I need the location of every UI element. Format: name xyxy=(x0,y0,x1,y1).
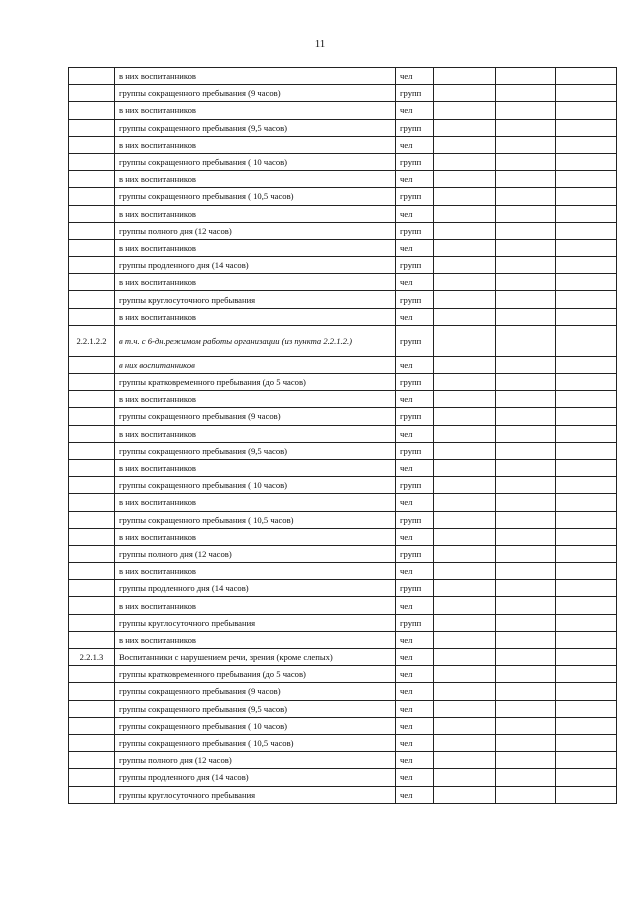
row-unit: чел xyxy=(396,717,434,734)
row-code xyxy=(69,580,115,597)
row-unit: групп xyxy=(396,257,434,274)
row-code xyxy=(69,597,115,614)
value-cell-3 xyxy=(556,752,617,769)
value-cell-2 xyxy=(496,325,556,356)
value-cell-1 xyxy=(434,85,496,102)
table-row xyxy=(69,700,617,717)
row-code xyxy=(69,528,115,545)
row-name: группы продленного дня (14 часов) xyxy=(115,769,396,786)
row-unit: чел xyxy=(396,459,434,476)
table-row xyxy=(69,102,617,119)
value-cell-3 xyxy=(556,257,617,274)
row-code xyxy=(69,291,115,308)
row-unit: чел xyxy=(396,308,434,325)
row-code xyxy=(69,119,115,136)
table-row xyxy=(69,222,617,239)
value-cell-3 xyxy=(556,408,617,425)
row-name: в них воспитанников xyxy=(115,425,396,442)
table-row xyxy=(69,119,617,136)
row-unit: чел xyxy=(396,528,434,545)
value-cell-2 xyxy=(496,786,556,803)
value-cell-2 xyxy=(496,408,556,425)
value-cell-2 xyxy=(496,374,556,391)
value-cell-1 xyxy=(434,205,496,222)
row-unit: чел xyxy=(396,239,434,256)
table-row xyxy=(69,257,617,274)
row-name: группы круглосуточного пребывания xyxy=(115,614,396,631)
value-cell-1 xyxy=(434,442,496,459)
value-cell-1 xyxy=(434,786,496,803)
row-code xyxy=(69,459,115,476)
row-unit: чел xyxy=(396,631,434,648)
value-cell-1 xyxy=(434,563,496,580)
value-cell-3 xyxy=(556,374,617,391)
table-row xyxy=(69,239,617,256)
row-code: 2.2.1.2.2 xyxy=(69,325,115,356)
value-cell-3 xyxy=(556,222,617,239)
row-name: группы сокращенного пребывания (9,5 часов) xyxy=(115,119,396,136)
value-cell-3 xyxy=(556,308,617,325)
table-row xyxy=(69,153,617,170)
row-name: группы сокращенного пребывания ( 10 часов) xyxy=(115,153,396,170)
row-name: группы полного дня (12 часов) xyxy=(115,752,396,769)
value-cell-1 xyxy=(434,171,496,188)
row-name: в них воспитанников xyxy=(115,171,396,188)
table-row xyxy=(69,631,617,648)
row-code xyxy=(69,257,115,274)
row-unit: групп xyxy=(396,477,434,494)
row-code xyxy=(69,408,115,425)
value-cell-3 xyxy=(556,631,617,648)
value-cell-3 xyxy=(556,153,617,170)
value-cell-1 xyxy=(434,752,496,769)
row-name: группы сокращенного пребывания ( 10,5 часов) xyxy=(115,511,396,528)
value-cell-2 xyxy=(496,528,556,545)
row-name: в них воспитанников xyxy=(115,563,396,580)
row-unit: групп xyxy=(396,374,434,391)
table-row xyxy=(69,356,617,373)
row-name: в них воспитанников xyxy=(115,459,396,476)
value-cell-3 xyxy=(556,171,617,188)
value-cell-3 xyxy=(556,68,617,85)
row-name: группы сокращенного пребывания (9,5 часов) xyxy=(115,442,396,459)
row-code xyxy=(69,769,115,786)
report-table-body xyxy=(69,68,617,804)
value-cell-3 xyxy=(556,425,617,442)
table-row xyxy=(69,442,617,459)
row-code xyxy=(69,786,115,803)
value-cell-2 xyxy=(496,494,556,511)
table-row xyxy=(69,188,617,205)
row-name: в них воспитанников xyxy=(115,205,396,222)
value-cell-2 xyxy=(496,257,556,274)
table-row xyxy=(69,291,617,308)
value-cell-3 xyxy=(556,494,617,511)
row-code xyxy=(69,631,115,648)
value-cell-3 xyxy=(556,666,617,683)
row-name: группы сокращенного пребывания (9 часов) xyxy=(115,85,396,102)
value-cell-1 xyxy=(434,545,496,562)
table-row xyxy=(69,649,617,666)
row-unit: групп xyxy=(396,442,434,459)
table-row xyxy=(69,769,617,786)
table-row xyxy=(69,614,617,631)
row-name: в них воспитанников xyxy=(115,239,396,256)
value-cell-1 xyxy=(434,528,496,545)
value-cell-1 xyxy=(434,649,496,666)
row-name: в них воспитанников xyxy=(115,528,396,545)
value-cell-1 xyxy=(434,274,496,291)
row-code xyxy=(69,136,115,153)
value-cell-2 xyxy=(496,614,556,631)
row-unit: чел xyxy=(396,68,434,85)
value-cell-2 xyxy=(496,153,556,170)
value-cell-2 xyxy=(496,291,556,308)
table-row xyxy=(69,734,617,751)
row-unit: групп xyxy=(396,580,434,597)
table-row xyxy=(69,494,617,511)
row-name: в них воспитанников xyxy=(115,391,396,408)
value-cell-1 xyxy=(434,239,496,256)
row-name: в них воспитанников xyxy=(115,102,396,119)
value-cell-2 xyxy=(496,136,556,153)
value-cell-3 xyxy=(556,391,617,408)
table-row xyxy=(69,580,617,597)
row-code xyxy=(69,734,115,751)
value-cell-2 xyxy=(496,239,556,256)
table-row xyxy=(69,274,617,291)
value-cell-1 xyxy=(434,257,496,274)
row-code xyxy=(69,752,115,769)
row-code xyxy=(69,356,115,373)
report-table xyxy=(68,67,617,804)
value-cell-2 xyxy=(496,717,556,734)
value-cell-2 xyxy=(496,477,556,494)
value-cell-1 xyxy=(434,666,496,683)
value-cell-1 xyxy=(434,222,496,239)
row-unit: чел xyxy=(396,700,434,717)
row-name: группы кратковременного пребывания (до 5 часов) xyxy=(115,374,396,391)
value-cell-1 xyxy=(434,494,496,511)
row-name: группы кратковременного пребывания (до 5 часов) xyxy=(115,666,396,683)
table-row xyxy=(69,459,617,476)
table-row xyxy=(69,68,617,85)
row-unit: чел xyxy=(396,494,434,511)
value-cell-3 xyxy=(556,459,617,476)
value-cell-3 xyxy=(556,614,617,631)
row-code xyxy=(69,442,115,459)
table-row xyxy=(69,325,617,356)
row-unit: чел xyxy=(396,102,434,119)
value-cell-2 xyxy=(496,274,556,291)
value-cell-1 xyxy=(434,477,496,494)
row-unit: групп xyxy=(396,85,434,102)
row-name: группы сокращенного пребывания (9 часов) xyxy=(115,408,396,425)
value-cell-2 xyxy=(496,308,556,325)
row-unit: групп xyxy=(396,511,434,528)
row-code xyxy=(69,205,115,222)
value-cell-2 xyxy=(496,683,556,700)
row-code xyxy=(69,188,115,205)
value-cell-2 xyxy=(496,597,556,614)
row-unit: чел xyxy=(396,136,434,153)
row-unit: чел xyxy=(396,563,434,580)
row-name: группы сокращенного пребывания ( 10,5 часов) xyxy=(115,734,396,751)
row-name: группы сокращенного пребывания (9 часов) xyxy=(115,683,396,700)
row-unit: групп xyxy=(396,119,434,136)
table-row xyxy=(69,545,617,562)
row-name: группы круглосуточного пребывания xyxy=(115,291,396,308)
row-code xyxy=(69,563,115,580)
row-name: в них воспитанников xyxy=(115,631,396,648)
row-unit: чел xyxy=(396,274,434,291)
value-cell-2 xyxy=(496,85,556,102)
table-row xyxy=(69,308,617,325)
value-cell-2 xyxy=(496,631,556,648)
value-cell-1 xyxy=(434,734,496,751)
row-unit: чел xyxy=(396,425,434,442)
row-name: группы полного дня (12 часов) xyxy=(115,222,396,239)
table-row xyxy=(69,205,617,222)
row-unit: групп xyxy=(396,153,434,170)
row-name: группы сокращенного пребывания ( 10,5 часов) xyxy=(115,188,396,205)
table-row xyxy=(69,477,617,494)
value-cell-1 xyxy=(434,511,496,528)
value-cell-3 xyxy=(556,734,617,751)
row-unit: чел xyxy=(396,205,434,222)
value-cell-3 xyxy=(556,205,617,222)
row-code xyxy=(69,425,115,442)
table-row xyxy=(69,391,617,408)
value-cell-1 xyxy=(434,717,496,734)
value-cell-1 xyxy=(434,374,496,391)
value-cell-3 xyxy=(556,786,617,803)
row-code xyxy=(69,85,115,102)
value-cell-3 xyxy=(556,511,617,528)
row-code xyxy=(69,391,115,408)
value-cell-2 xyxy=(496,425,556,442)
row-code: 2.2.1.3 xyxy=(69,649,115,666)
value-cell-2 xyxy=(496,356,556,373)
row-unit: чел xyxy=(396,752,434,769)
row-code xyxy=(69,494,115,511)
value-cell-3 xyxy=(556,649,617,666)
row-code xyxy=(69,102,115,119)
row-name: в них воспитанников xyxy=(115,356,396,373)
table-row xyxy=(69,563,617,580)
value-cell-2 xyxy=(496,769,556,786)
value-cell-1 xyxy=(434,291,496,308)
value-cell-2 xyxy=(496,119,556,136)
row-unit: чел xyxy=(396,769,434,786)
value-cell-1 xyxy=(434,597,496,614)
value-cell-3 xyxy=(556,597,617,614)
table-row xyxy=(69,597,617,614)
value-cell-3 xyxy=(556,717,617,734)
row-code xyxy=(69,171,115,188)
table-row xyxy=(69,171,617,188)
value-cell-3 xyxy=(556,85,617,102)
table-row xyxy=(69,717,617,734)
table-row xyxy=(69,85,617,102)
value-cell-3 xyxy=(556,239,617,256)
table-row xyxy=(69,666,617,683)
value-cell-3 xyxy=(556,769,617,786)
value-cell-3 xyxy=(556,119,617,136)
row-code xyxy=(69,274,115,291)
row-unit: групп xyxy=(396,222,434,239)
value-cell-1 xyxy=(434,153,496,170)
row-name: группы круглосуточного пребывания xyxy=(115,786,396,803)
value-cell-2 xyxy=(496,580,556,597)
row-name: в них воспитанников xyxy=(115,68,396,85)
table-row xyxy=(69,528,617,545)
row-unit: групп xyxy=(396,188,434,205)
row-code xyxy=(69,683,115,700)
row-code xyxy=(69,477,115,494)
row-code xyxy=(69,511,115,528)
value-cell-3 xyxy=(556,477,617,494)
table-row xyxy=(69,374,617,391)
row-name: в них воспитанников xyxy=(115,597,396,614)
row-name: в них воспитанников xyxy=(115,308,396,325)
row-code xyxy=(69,239,115,256)
page-number: 11 xyxy=(314,38,326,50)
row-unit: групп xyxy=(396,408,434,425)
table-row xyxy=(69,786,617,803)
value-cell-2 xyxy=(496,102,556,119)
value-cell-1 xyxy=(434,68,496,85)
value-cell-1 xyxy=(434,119,496,136)
value-cell-2 xyxy=(496,649,556,666)
value-cell-3 xyxy=(556,274,617,291)
row-name: группы продленного дня (14 часов) xyxy=(115,580,396,597)
table-row xyxy=(69,425,617,442)
row-code xyxy=(69,68,115,85)
value-cell-2 xyxy=(496,666,556,683)
table-row xyxy=(69,511,617,528)
row-unit: чел xyxy=(396,666,434,683)
row-name: группы сокращенного пребывания (9,5 часов) xyxy=(115,700,396,717)
value-cell-2 xyxy=(496,545,556,562)
row-code xyxy=(69,717,115,734)
value-cell-2 xyxy=(496,171,556,188)
value-cell-1 xyxy=(434,459,496,476)
value-cell-1 xyxy=(434,700,496,717)
value-cell-1 xyxy=(434,425,496,442)
row-unit: групп xyxy=(396,614,434,631)
table-row xyxy=(69,136,617,153)
value-cell-3 xyxy=(556,291,617,308)
value-cell-2 xyxy=(496,442,556,459)
value-cell-1 xyxy=(434,325,496,356)
row-code xyxy=(69,153,115,170)
row-unit: чел xyxy=(396,356,434,373)
value-cell-1 xyxy=(434,391,496,408)
row-unit: чел xyxy=(396,391,434,408)
value-cell-2 xyxy=(496,68,556,85)
row-code xyxy=(69,614,115,631)
value-cell-1 xyxy=(434,356,496,373)
value-cell-2 xyxy=(496,752,556,769)
row-name: группы сокращенного пребывания ( 10 часов) xyxy=(115,477,396,494)
value-cell-1 xyxy=(434,614,496,631)
row-code xyxy=(69,700,115,717)
value-cell-3 xyxy=(556,356,617,373)
row-name: Воспитанники с нарушением речи, зрения (кроме слепых) xyxy=(115,649,396,666)
row-unit: групп xyxy=(396,545,434,562)
value-cell-3 xyxy=(556,102,617,119)
value-cell-3 xyxy=(556,442,617,459)
row-name: в них воспитанников xyxy=(115,274,396,291)
row-unit: чел xyxy=(396,683,434,700)
value-cell-3 xyxy=(556,188,617,205)
value-cell-3 xyxy=(556,545,617,562)
row-code xyxy=(69,545,115,562)
table-row xyxy=(69,752,617,769)
value-cell-2 xyxy=(496,511,556,528)
value-cell-1 xyxy=(434,308,496,325)
row-unit: групп xyxy=(396,291,434,308)
value-cell-3 xyxy=(556,700,617,717)
table-row xyxy=(69,683,617,700)
value-cell-3 xyxy=(556,136,617,153)
value-cell-3 xyxy=(556,563,617,580)
value-cell-3 xyxy=(556,580,617,597)
row-unit: групп xyxy=(396,325,434,356)
table-row xyxy=(69,408,617,425)
row-unit: чел xyxy=(396,171,434,188)
row-name: в них воспитанников xyxy=(115,494,396,511)
row-name: группы сокращенного пребывания ( 10 часов) xyxy=(115,717,396,734)
row-name: группы продленного дня (14 часов) xyxy=(115,257,396,274)
row-code xyxy=(69,222,115,239)
value-cell-2 xyxy=(496,188,556,205)
value-cell-2 xyxy=(496,459,556,476)
value-cell-2 xyxy=(496,563,556,580)
value-cell-2 xyxy=(496,391,556,408)
value-cell-1 xyxy=(434,683,496,700)
value-cell-1 xyxy=(434,188,496,205)
value-cell-2 xyxy=(496,734,556,751)
value-cell-1 xyxy=(434,408,496,425)
value-cell-3 xyxy=(556,325,617,356)
row-name: в них воспитанников xyxy=(115,136,396,153)
value-cell-1 xyxy=(434,102,496,119)
row-unit: чел xyxy=(396,734,434,751)
value-cell-3 xyxy=(556,528,617,545)
row-code xyxy=(69,666,115,683)
row-code xyxy=(69,308,115,325)
value-cell-3 xyxy=(556,683,617,700)
value-cell-1 xyxy=(434,136,496,153)
value-cell-2 xyxy=(496,700,556,717)
value-cell-1 xyxy=(434,769,496,786)
row-unit: чел xyxy=(396,786,434,803)
value-cell-1 xyxy=(434,580,496,597)
row-unit: чел xyxy=(396,649,434,666)
row-code xyxy=(69,374,115,391)
value-cell-1 xyxy=(434,631,496,648)
value-cell-2 xyxy=(496,205,556,222)
row-unit: чел xyxy=(396,597,434,614)
row-name: в т.ч. с 6-дн.режимом работы организации (из пункта 2.2.1.2.) xyxy=(115,325,396,356)
row-name: группы полного дня (12 часов) xyxy=(115,545,396,562)
value-cell-2 xyxy=(496,222,556,239)
